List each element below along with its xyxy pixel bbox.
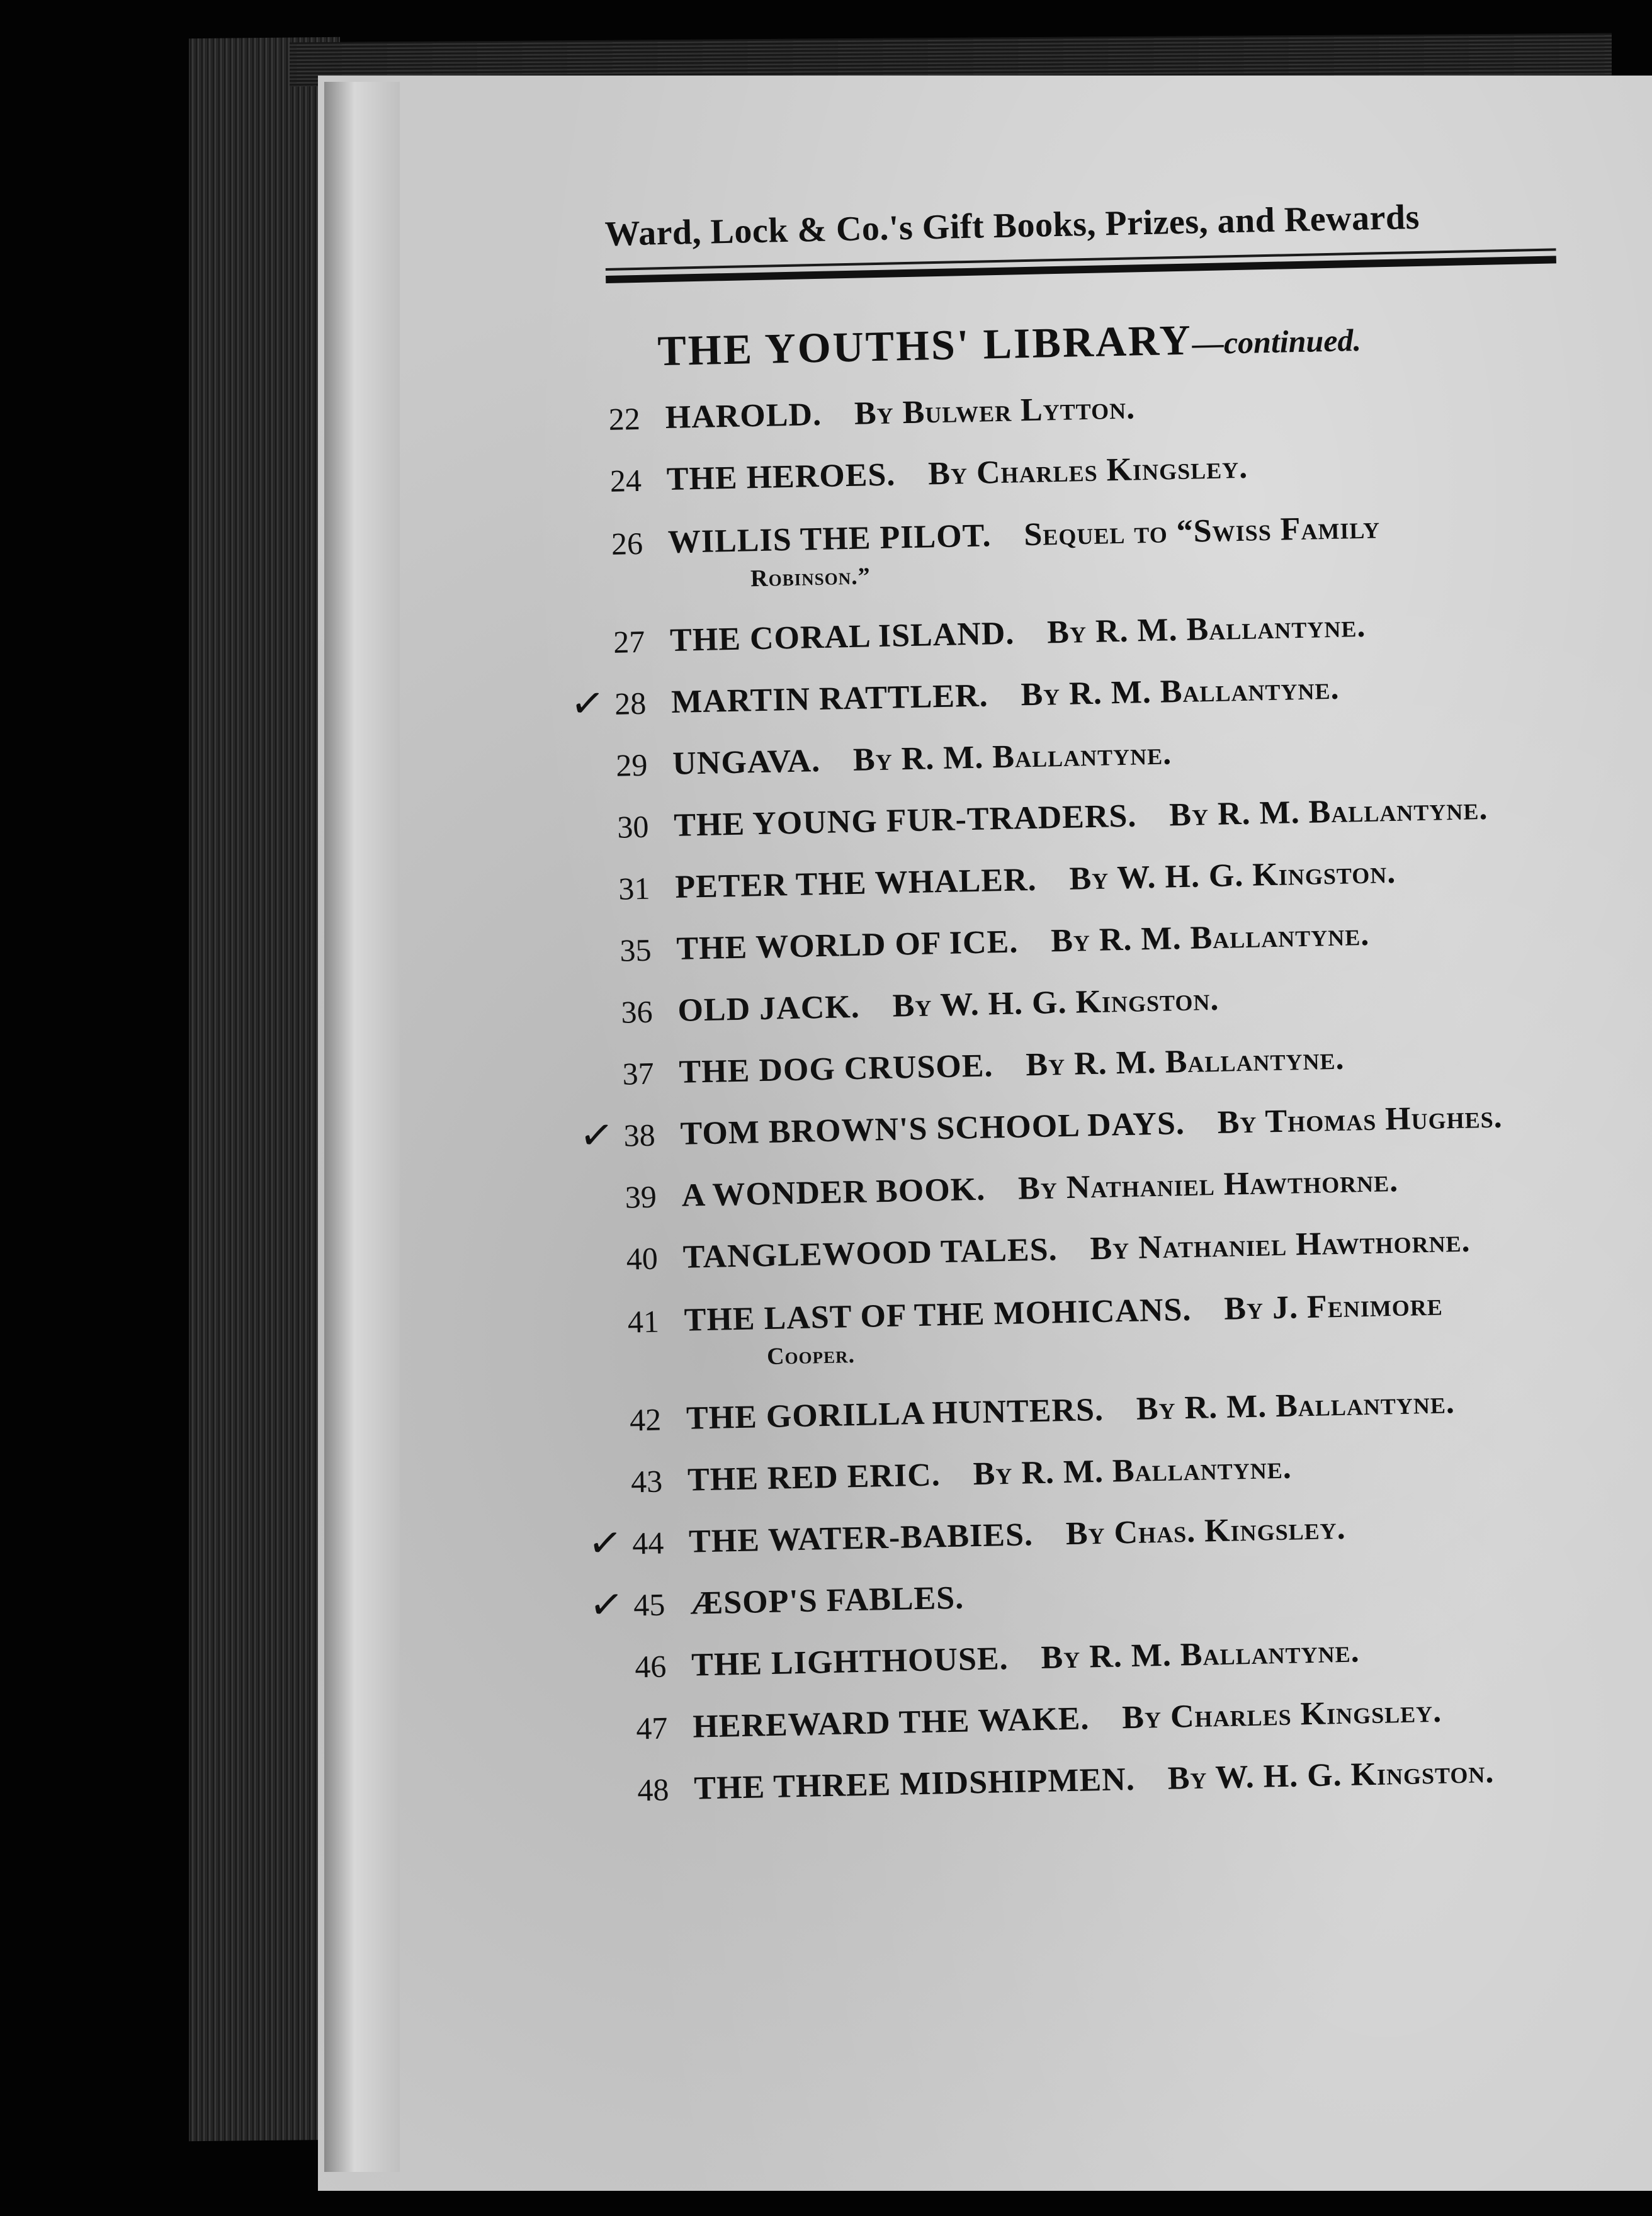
entry-number: 37 xyxy=(622,1055,655,1092)
entry-number: 27 xyxy=(613,623,645,660)
entry-title: THE LIGHTHOUSE. xyxy=(691,1641,1009,1683)
entry-number: 22 xyxy=(608,400,641,437)
entry-number: 26 xyxy=(611,525,643,562)
page-gutter xyxy=(324,82,400,2172)
entry-author: By J. Fenimore xyxy=(1223,1286,1444,1327)
entry-author: Sequel to “Swiss Family xyxy=(1023,509,1381,553)
section-title-text: THE YOUTHS' LIBRARY xyxy=(657,315,1193,375)
entry-number: 46 xyxy=(634,1648,667,1685)
book-list xyxy=(568,367,1652,1821)
entry-title: OLD JACK. xyxy=(677,988,861,1029)
entry-number: 42 xyxy=(629,1401,662,1438)
entry-number: 28 xyxy=(614,685,647,721)
running-head: Ward, Lock & Co.'s Gift Books, Prizes, and Rewards xyxy=(604,197,1420,254)
entry-author: By R. M. Ballantyne. xyxy=(1168,790,1488,834)
entry-title: THE CORAL ISLAND. xyxy=(669,615,1015,659)
entry-author: By Nathaniel Hawthorne. xyxy=(1017,1162,1399,1207)
entry-author: By W. H. G. Kingston. xyxy=(1167,1753,1495,1797)
entry-number: 38 xyxy=(623,1117,656,1153)
entry-author: By R. M. Ballantyne. xyxy=(1046,608,1366,651)
entry-number: 41 xyxy=(627,1303,660,1340)
entry-title: A WONDER BOOK. xyxy=(681,1171,986,1214)
entry-title: PETER THE WHALER. xyxy=(674,861,1038,905)
entry-author: By R. M. Ballantyne. xyxy=(1050,916,1370,959)
entry-number: 24 xyxy=(609,462,642,499)
entry-continuation: Cooper. xyxy=(766,1342,856,1370)
entry-title: THE DOG CRUSOE. xyxy=(678,1048,994,1090)
entry-title: ÆSOP'S FABLES. xyxy=(689,1580,965,1622)
entry-title: WILLIS THE PILOT. xyxy=(667,517,992,560)
entry-number: 39 xyxy=(625,1179,657,1215)
entry-number: 45 xyxy=(633,1586,665,1623)
entry-title: THE YOUNG FUR-TRADERS. xyxy=(673,798,1137,844)
entry-title: THE THREE MIDSHIPMEN. xyxy=(693,1761,1136,1807)
entry-title: THE WATER-BABIES. xyxy=(688,1517,1034,1560)
entry-title: HAROLD. xyxy=(665,396,822,436)
entry-author: By W. H. G. Kingston. xyxy=(1068,854,1396,897)
entry-author: By R. M. Ballantyne. xyxy=(1040,1633,1361,1676)
entry-number: 43 xyxy=(630,1463,663,1500)
entry-title: THE HEROES. xyxy=(666,456,896,498)
entry-title: THE WORLD OF ICE. xyxy=(676,924,1019,967)
entry-number: 35 xyxy=(619,932,652,968)
entry-title: THE GORILLA HUNTERS. xyxy=(686,1391,1104,1437)
check-mark-icon: ✓ xyxy=(577,1111,616,1162)
entry-author xyxy=(996,1579,997,1615)
entry-title: HEREWARD THE WAKE. xyxy=(692,1700,1090,1745)
entry-author: By R. M. Ballantyne. xyxy=(1025,1040,1345,1083)
entry-author: By R. M. Ballantyne. xyxy=(973,1449,1293,1493)
entry-author: By Charles Kingsley. xyxy=(1121,1693,1442,1736)
entry-number: 36 xyxy=(620,993,653,1030)
entry-title: TOM BROWN'S SCHOOL DAYS. xyxy=(680,1105,1185,1152)
entry-author: By R. M. Ballantyne. xyxy=(1136,1384,1456,1427)
book-page-edges xyxy=(189,37,340,2142)
entry-author: By W. H. G. Kingston. xyxy=(892,981,1219,1024)
entry-author: By Charles Kingsley. xyxy=(927,449,1248,492)
entry-author: By Thomas Hughes. xyxy=(1217,1099,1503,1141)
check-mark-icon: ✓ xyxy=(586,1518,625,1569)
entry-number: 29 xyxy=(615,747,648,783)
entry-number: 48 xyxy=(636,1772,670,1808)
check-mark-icon: ✓ xyxy=(587,1580,626,1631)
entry-title: MARTIN RATTLER. xyxy=(670,677,989,720)
entry-title: THE LAST OF THE MOHICANS. xyxy=(684,1291,1192,1338)
entry-number: 47 xyxy=(635,1710,668,1746)
page-content xyxy=(568,193,1652,1821)
entry-number: 31 xyxy=(618,870,651,907)
entry-number: 40 xyxy=(626,1240,659,1277)
entry-number: 30 xyxy=(616,808,649,845)
section-continued: —continued. xyxy=(1192,322,1362,361)
entry-author: By Nathaniel Hawthorne. xyxy=(1089,1223,1471,1267)
entry-title: TANGLEWOOD TALES. xyxy=(682,1231,1058,1275)
entry-author: By Chas. Kingsley. xyxy=(1065,1510,1347,1552)
entry-title: THE RED ERIC. xyxy=(687,1457,941,1498)
entry-number: 44 xyxy=(631,1525,664,1561)
check-mark-icon: ✓ xyxy=(568,679,608,730)
section-title xyxy=(657,306,1627,376)
entry-author: By R. M. Ballantyne. xyxy=(852,735,1172,778)
entry-author: By Bulwer Lytton. xyxy=(854,390,1136,432)
entry-continuation: Robinson.” xyxy=(750,563,871,592)
entry-title: UNGAVA. xyxy=(672,743,821,782)
entry-author: By R. M. Ballantyne. xyxy=(1020,670,1340,713)
